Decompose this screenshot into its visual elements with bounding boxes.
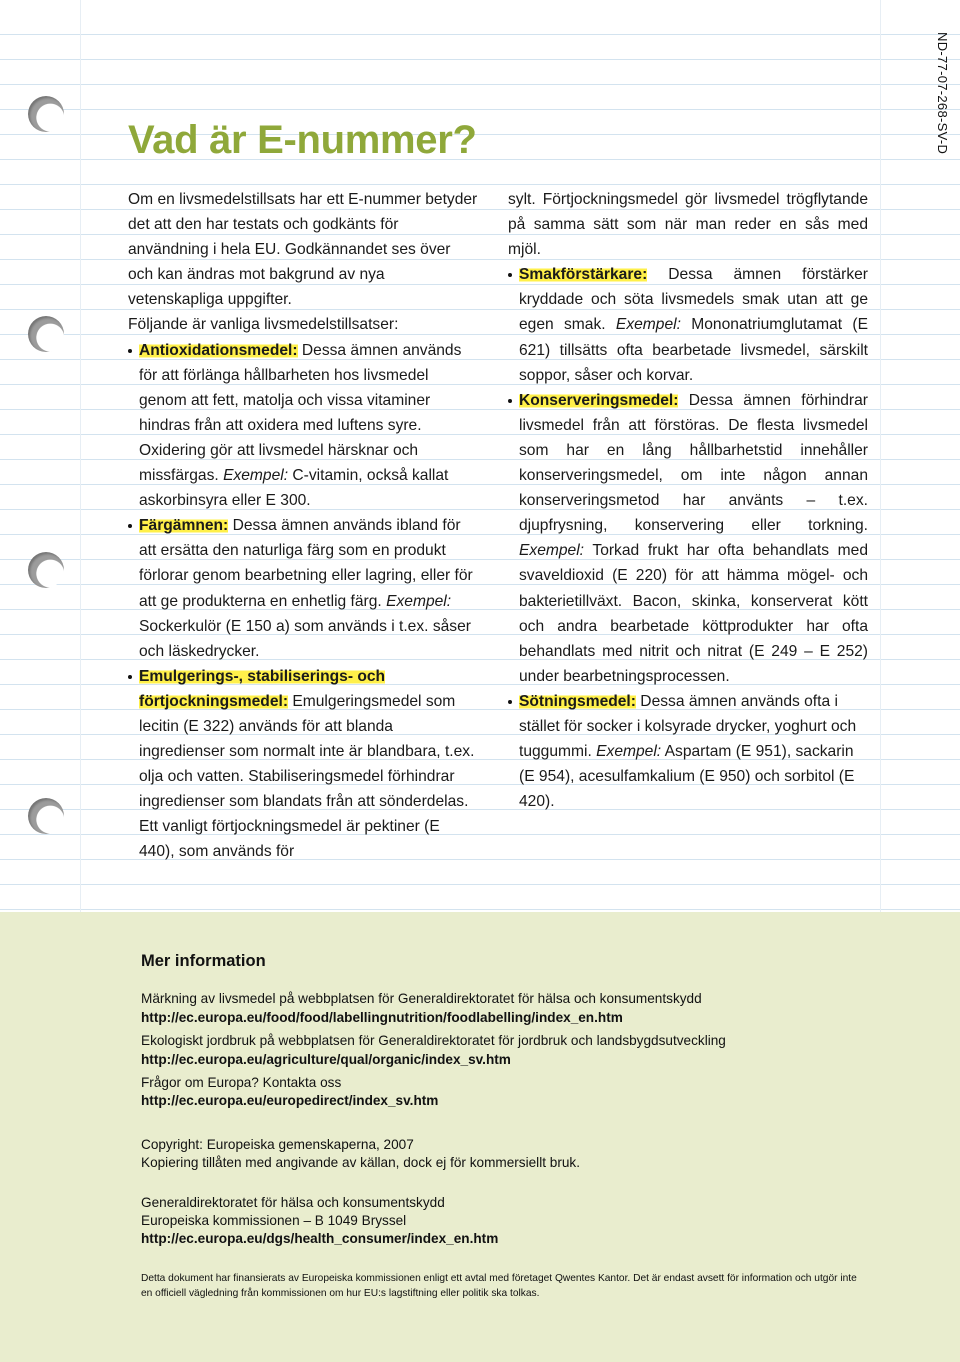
list-term: Sötningsmedel: [519,692,636,710]
right-column [508,187,868,814]
list-item [128,664,478,865]
page-title: Vad är E-nummer? [128,118,477,162]
info-link-url[interactable]: http://ec.europa.eu/europedirect/index_sv.htm [141,1093,439,1109]
example-text: Aspartam (E 951), sackarin (E 954), acesulfamkalium (E 950) och sorbitol (E 420). [519,743,855,811]
list-text: Dessa ämnen används för att förlänga hållbarheten hos livsmedel genom att fett, matolja och vissa vitaminer hindras från att oxidera med luftens syre. Oxidering gör att livsmedel härsknar och missfärgas. [139,341,462,485]
list-item [508,262,868,387]
example-label: Exempel: [596,743,662,761]
disclaimer: Detta dokument har finansierats av Europeiska kommissionen enligt ett avtal med företaget Qwentes Kantor. Det är endast avsett för information och utgör inte en officiell vägledning från kommissionen om hur EU:s lagstiftning eller politik ska tolkas. [141,1272,857,1299]
example-text: C-vitamin, också kallat askorbinsyra eller E 300. [139,467,449,510]
copyright-line: Kopiering tillåten med angivande av källan, dock ej för kommersiellt bruk. [141,1155,580,1171]
publisher-name: Generaldirektoratet för hälsa och konsumentskydd [141,1194,445,1210]
footer-content [141,952,861,1301]
left-column [128,187,478,865]
list-term: Antioxidationsmedel: [139,341,298,359]
list-term: Emulgerings-, stabiliserings- och förtjockningsmedel: [139,667,386,710]
list-term: Färgämnen: [139,517,229,535]
punch-hole-icon [28,552,64,588]
list-text: Dessa ämnen används ibland för att ersätta den naturliga färg som en produkt förlorar genom bearbetning eller lagring, eller för att ge produkterna en enhetlig färg. [139,517,473,610]
list-text: Dessa ämnen används ofta i stället för socker i kolsyrade drycker, yoghurt och tuggummi. [519,692,857,761]
publisher-address: Europeiska kommissionen – B 1049 Bryssel [141,1213,407,1229]
paper-vertical-line [80,0,81,912]
example-label: Exempel: [223,467,289,485]
punch-hole-icon [28,798,64,834]
list-text: Dessa ämnen förstärker kryddade och söta livsmedels smak utan att ge egen smak. [519,266,868,334]
footer-heading: Mer information [141,952,266,970]
info-link-block [141,1032,861,1069]
info-link-description: Frågor om Europa? Kontakta oss [141,1075,342,1091]
info-link-url[interactable]: http://ec.europa.eu/agriculture/qual/organic/index_sv.htm [141,1051,511,1067]
info-link-url[interactable]: http://ec.europa.eu/food/food/labellingnutrition/foodlabelling/index_en.htm [141,1009,623,1025]
intro-paragraph: Om en livsmedelstillsats har ett E-nummer betyder det att den har testats och godkänts för användning i hela EU. Godkännandet ses över och kan ändras mot bakgrund av nya vetenskapliga uppgifter. [128,191,478,309]
list-term: Smakförstärkare: [519,266,648,284]
list-text: Dessa ämnen förhindrar livsmedel från att förstöras. De flesta livsmedel som har en lång hållbarhetstid innehåller konserveringsmedel, om inte någon annan konserveringsmetod har använts – t.ex. djupfrysning, konservering eller torkning. [519,391,868,535]
info-link-description: Ekologiskt jordbruk på webbplatsen för Generaldirektoratet för jordbruk och landsbygdsutveckling [141,1033,726,1049]
lead-paragraph: Följande är vanliga livsmedelstillsatser: [128,316,399,334]
punch-hole-icon [28,316,64,352]
example-label: Exempel: [519,542,585,560]
example-text: Mononatriumglutamat (E 621) tillsätts ofta bearbetade livsmedel, särskilt soppor, såser och korvar. [519,316,868,384]
info-link-block [141,1074,861,1111]
info-link-description: Märkning av livsmedel på webbplatsen för Generaldirektoratet för hälsa och konsumentskydd [141,991,702,1007]
paper-vertical-line [880,0,881,912]
list-item [508,388,868,689]
document-code: ND-77-07-268-SV-D [935,32,950,155]
continuation-paragraph: sylt. Förtjockningsmedel gör livsmedel trögflytande på samma sätt som när man reder en sås med mjöl. [508,191,868,259]
copyright-block [141,1136,861,1173]
example-text: Sockerkulör (E 150 a) som används i t.ex. såser och läskedrycker. [139,617,471,660]
list-item [508,689,868,814]
example-label: Exempel: [386,592,452,610]
list-term: Konserveringsmedel: [519,391,679,409]
list-item [128,513,478,664]
list-item [128,338,478,514]
publisher-block [141,1194,861,1249]
example-label: Exempel: [615,316,681,334]
list-text: Emulgeringsmedel som lecitin (E 322) används för att blanda ingredienser som normalt inte är blandbara, t.ex. olja och vatten. Stabiliseringsmedel förhindrar ingredienser som blandats från att sönderdelas. Ett vanligt förtjockningsmedel är pektiner (E 440), som används för [139,692,475,861]
punch-hole-icon [28,96,64,132]
info-footer [0,912,960,1362]
info-link-block [141,990,861,1027]
example-text: Torkad frukt har ofta behandlats med svaveldioxid (E 220) för att hämma mögel- och bakterietillväxt. Bacon, skinka, konserverat kött och andra bearbetade köttprodukter har ofta behandlats med nitrit och nitrat (E 249 – E 252) under bearbetningsprocessen. [519,542,868,685]
copyright-line: Copyright: Europeiska gemenskaperna, 2007 [141,1136,414,1152]
publisher-url[interactable]: http://ec.europa.eu/dgs/health_consumer/index_en.htm [141,1231,499,1247]
